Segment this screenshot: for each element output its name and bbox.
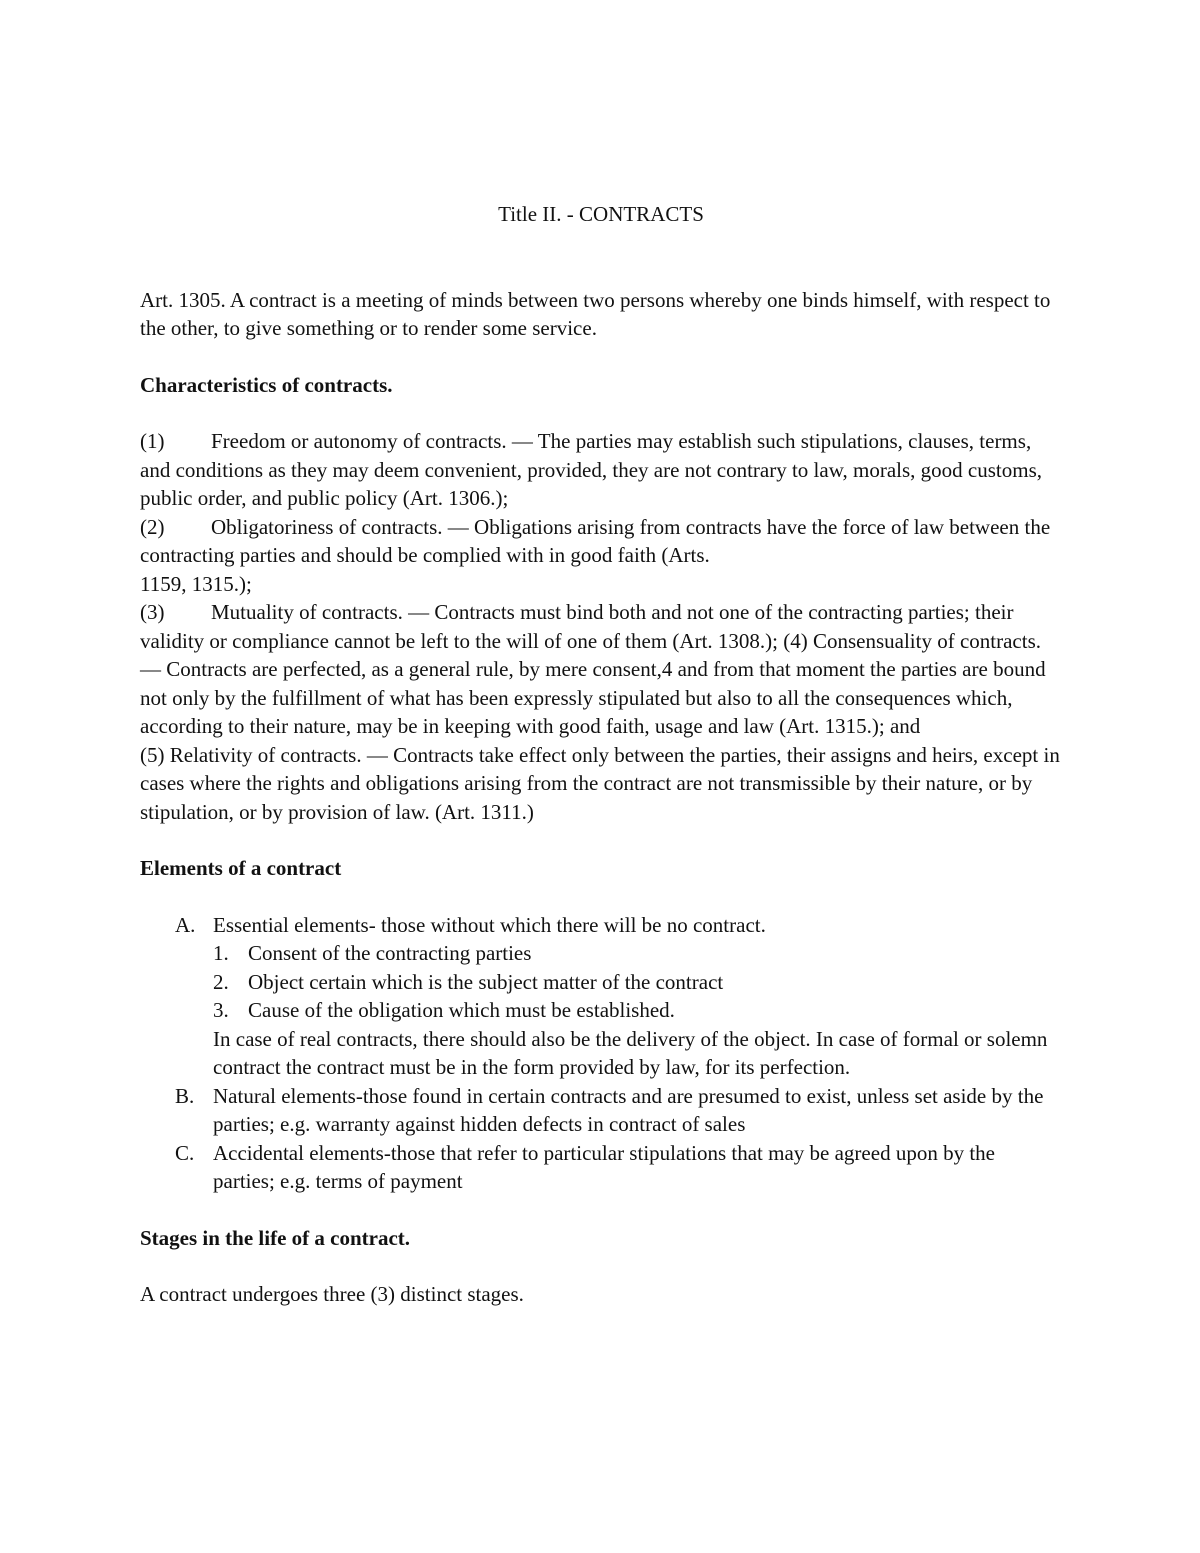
list-marker: 3.	[213, 998, 229, 1022]
element-c	[140, 1139, 1062, 1196]
element-b	[140, 1082, 1062, 1139]
list-marker: C.	[175, 1140, 195, 1165]
characteristic-item-1	[140, 427, 1062, 513]
element-a-text: Essential elements- those without which there will be no contract.	[213, 912, 766, 937]
stages-intro: A contract undergoes three (3) distinct stages.	[140, 1282, 524, 1306]
characteristic-item-2	[140, 513, 1062, 570]
list-marker: B.	[175, 1083, 195, 1108]
sub-item-text: Consent of the contracting parties	[248, 941, 532, 965]
elements-list	[140, 911, 1062, 1196]
spacer	[140, 883, 1062, 911]
list-marker: 1.	[213, 941, 229, 965]
element-a	[140, 911, 1062, 1082]
element-a-note: In case of real contracts, there should also be the delivery of the object. In case of formal or solemn contract the contract must be in the form provided by law, for its perfection.	[213, 1026, 1048, 1079]
item-number: (3)	[140, 600, 165, 624]
spacer	[140, 1196, 1062, 1224]
sub-item-text: Object certain which is the subject matter of the contract	[248, 969, 724, 994]
spacer	[140, 229, 1062, 286]
art-1305-paragraph: Art. 1305. A contract is a meeting of minds between two persons whereby one binds himself, with respect to the other, to give something or to render some service.	[140, 287, 1051, 340]
sub-item-3	[213, 996, 1062, 1025]
item-text: Freedom or autonomy of contracts. — The parties may establish such stipulations, clauses, terms, and conditions as they may deem convenient, provided, they are not contrary to law, morals, good customs, public order, and public policy (Art. 1306.);	[140, 429, 1042, 510]
element-b-text: Natural elements-those found in certain contracts and are presumed to exist, unless set aside by the parties; e.g. warranty against hidden defects in contract of sales	[213, 1083, 1044, 1136]
sub-item-2	[213, 968, 1062, 997]
essential-elements-sublist	[213, 939, 1062, 1025]
list-marker: A.	[175, 912, 196, 937]
item-number: (1)	[140, 429, 165, 453]
spacer	[140, 826, 1062, 854]
item-text: Mutuality of contracts. — Contracts must bind both and not one of the contracting parties; their validity or compliance cannot be left to the will of one of them (Art. 1308.); (4) Consensuality of contracts. — Contracts are perfected, as a general rule, by mere consent,4 and from that moment the parties are bound not only by the fulfillment of what has been expressly stipulated but also to all the consequences which, according to their nature, may be in keeping with good faith, usage and law (Art. 1315.); and	[140, 600, 1046, 738]
document-page	[140, 200, 1062, 1309]
list-marker: 2.	[213, 969, 229, 994]
sub-item-1	[213, 939, 1062, 968]
spacer	[140, 1252, 1062, 1280]
sub-item-text: Cause of the obligation which must be established.	[248, 998, 675, 1022]
document-title: Title II. - CONTRACTS	[498, 202, 704, 226]
characteristic-item-3	[140, 598, 1062, 741]
spacer	[140, 343, 1062, 371]
element-c-text: Accidental elements-those that refer to particular stipulations that may be agreed upon by the parties; e.g. terms of payment	[213, 1140, 995, 1193]
characteristic-item-5: (5) Relativity of contracts. — Contracts take effect only between the parties, their assigns and heirs, except in cases where the rights and obligations arising from the contract are not transmissible by their nature, or by stipulation, or by provision of law. (Art. 1311.)	[140, 742, 1060, 824]
item-number: (2)	[140, 514, 165, 539]
spacer	[140, 399, 1062, 427]
elements-heading: Elements of a contract	[140, 856, 342, 880]
item-text: Obligatoriness of contracts. — Obligations arising from contracts have the force of law between the contracting parties and should be complied with in good faith (Arts.	[140, 514, 1051, 567]
stages-heading: Stages in the life of a contract.	[140, 1225, 411, 1250]
characteristic-item-2-continuation: 1159, 1315.);	[140, 571, 252, 596]
characteristics-heading: Characteristics of contracts.	[140, 372, 393, 397]
